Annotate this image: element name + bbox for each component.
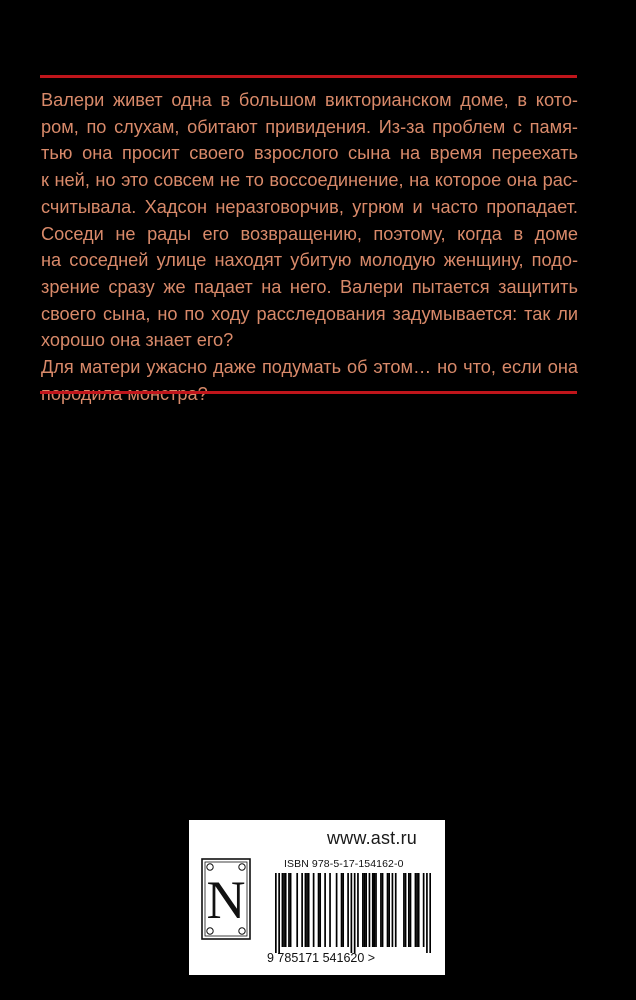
- blurb-line: считывала. Хадсон неразговорчив, угрюм и часто пропадает.: [41, 196, 578, 217]
- barcode-bar: [364, 873, 366, 947]
- blurb-line: на соседней улице находят убитую молодую женщину, подо-: [41, 250, 578, 271]
- barcode-bar: [282, 873, 284, 947]
- top-divider: [40, 75, 577, 78]
- barcode-bar: [351, 873, 353, 953]
- isbn-label: ISBN 978-5-17-154162-0: [284, 858, 404, 870]
- barcode-bar: [278, 873, 280, 953]
- barcode-bar: [306, 873, 308, 947]
- publisher-logo-icon: [201, 858, 251, 940]
- barcode-bar: [365, 873, 367, 947]
- blurb-line: ром, по слухам, обитают привидения. Из-за проблем с памя-: [41, 116, 578, 137]
- barcode-bar: [313, 873, 315, 947]
- barcode-panel: [189, 820, 445, 975]
- blurb-line: Соседи не рады его возвращению, поэтому, когда в доме: [41, 223, 578, 244]
- barcode-bar: [388, 873, 390, 947]
- barcode-bar: [319, 873, 321, 947]
- barcode-bar: [342, 873, 344, 947]
- blurb-line: зрение сразу же падает на него. Валери пытается защитить: [41, 276, 578, 297]
- barcode-bar: [380, 873, 382, 947]
- barcode-bar: [429, 873, 431, 953]
- barcode-bar: [357, 873, 359, 947]
- ean-barcode: [275, 873, 431, 953]
- barcode-bar: [347, 873, 349, 947]
- barcode-bar: [423, 873, 425, 947]
- barcode-bar: [372, 873, 374, 947]
- blurb-line: Для матери ужасно даже подумать об этом… но что, если она: [41, 357, 578, 378]
- blurb-line: к ней, но это совсем не то воссоединение, на которое она рас-: [41, 170, 578, 191]
- barcode-bar: [305, 873, 307, 947]
- barcode-bar: [375, 873, 377, 947]
- barcode-bar: [318, 873, 320, 947]
- barcode-bar: [415, 873, 417, 947]
- barcode-bar: [395, 873, 397, 947]
- barcode-bar: [387, 873, 389, 947]
- barcode-bar: [329, 873, 331, 947]
- barcode-bar: [418, 873, 420, 947]
- ean-digits: 9 785171 541620 >: [267, 951, 376, 965]
- barcode-bar: [296, 873, 298, 947]
- book-blurb: [41, 87, 578, 407]
- barcode-bar: [288, 873, 290, 947]
- barcode-bar: [392, 873, 394, 947]
- barcode-bar: [410, 873, 412, 947]
- barcode-bar: [374, 873, 376, 947]
- blurb-line: Валери живет одна в большом викторианском доме, в кото-: [41, 90, 578, 110]
- barcode-bar: [301, 873, 303, 947]
- blurb-line: хорошо она знает его?: [41, 330, 234, 351]
- barcode-bar: [290, 873, 292, 947]
- barcode-bar: [362, 873, 364, 947]
- barcode-bar: [382, 873, 384, 947]
- barcode-bar: [275, 873, 277, 953]
- website-url: www.ast.ru: [326, 828, 417, 848]
- barcode-bar: [403, 873, 405, 947]
- barcode-bar: [426, 873, 428, 953]
- blurb-line: тью она просит своего взрослого сына на время переехать: [41, 143, 578, 164]
- barcode-bar: [285, 873, 287, 947]
- barcode-bar: [324, 873, 326, 947]
- bottom-divider: [40, 391, 577, 394]
- barcode-bar: [341, 873, 343, 947]
- svg-text:N: N: [206, 870, 246, 930]
- blurb-line: своего сына, но по ходу расследования задумывается: так ли: [41, 303, 578, 324]
- blurb-line: [41, 381, 578, 408]
- barcode-bar: [416, 873, 418, 947]
- barcode-bar: [408, 873, 410, 947]
- barcode-bar: [369, 873, 371, 947]
- barcode-bar: [354, 873, 356, 953]
- barcode-bar: [283, 873, 285, 947]
- barcode-bar: [308, 873, 310, 947]
- barcode-bar: [405, 873, 407, 947]
- barcode-bar: [336, 873, 338, 947]
